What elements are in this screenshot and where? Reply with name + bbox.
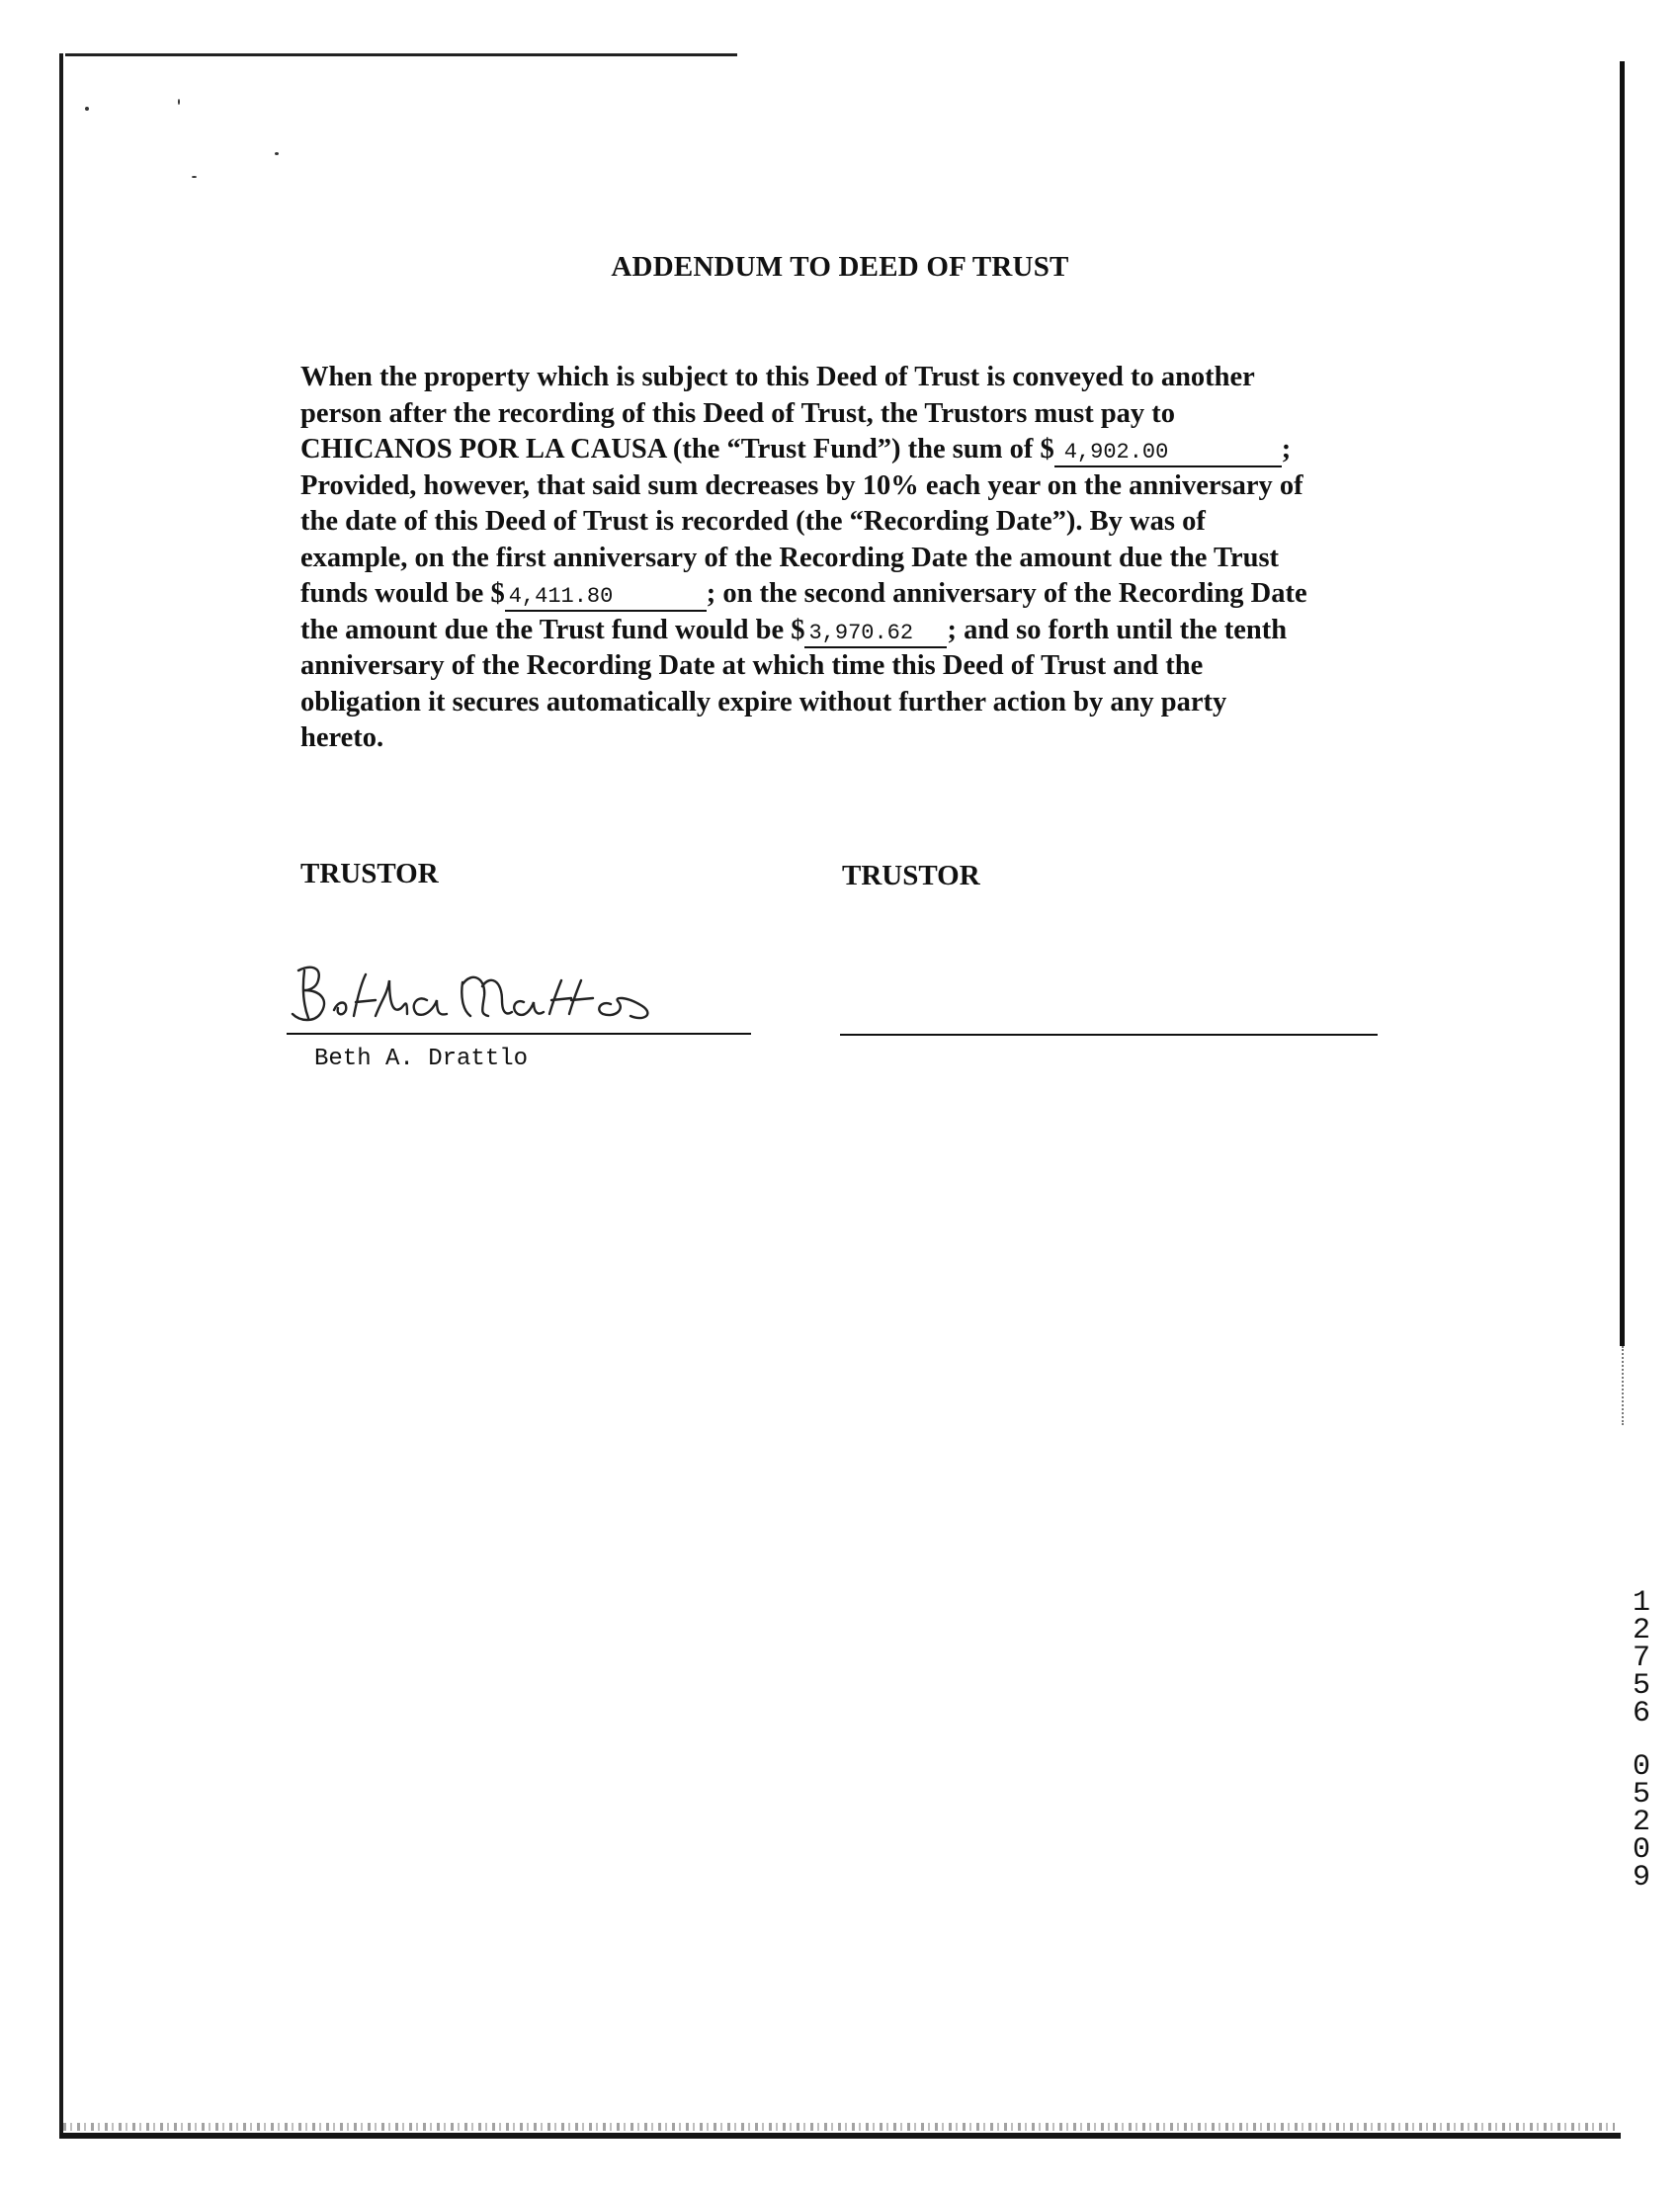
scan-border-left <box>59 53 63 2139</box>
paragraph-line: When the property which is subject to this Deed of Trust is conveyed to another <box>300 362 1255 392</box>
paragraph-line <box>300 432 1397 468</box>
doc-number-digit: 5 <box>1632 1669 1650 1703</box>
scan-noise-bottom <box>63 2123 1615 2131</box>
trustor-printed-name: Beth A. Drattlo <box>314 1046 529 1072</box>
doc-number-digit: 6 <box>1632 1697 1650 1730</box>
document-control-number <box>1627 1586 1656 1895</box>
scan-speck <box>85 107 89 111</box>
paragraph-line <box>300 613 1397 649</box>
scan-border-right-faint <box>1622 1346 1624 1425</box>
initial-sum-field: 4,902.00 <box>1054 440 1282 467</box>
doc-number-digit: 0 <box>1632 1750 1650 1784</box>
paragraph-line: example, on the first anniversary of the Recording Date the amount due the Trust <box>300 542 1280 573</box>
handwritten-signature <box>279 957 733 1036</box>
paragraph-line: Provided, however, that said sum decreases by 10% each year on the anniversary of <box>300 469 1303 501</box>
doc-number-digit: 7 <box>1632 1642 1650 1675</box>
addendum-paragraph <box>300 360 1397 757</box>
line-text: CHICANOS POR LA CAUSA (the “Trust Fund”) the sum of $ <box>300 434 1054 464</box>
second-anniversary-amount-field: 3,970.62 <box>804 621 947 648</box>
paragraph-line: the date of this Deed of Trust is recorded (the “Recording Date”). By was of <box>300 506 1206 537</box>
doc-number-digit: 2 <box>1632 1806 1650 1839</box>
doc-number-digit: 0 <box>1632 1833 1650 1867</box>
scan-speck <box>275 152 279 155</box>
line-text: ; on the second anniversary of the Recording Date <box>706 578 1307 609</box>
signature-line-right <box>840 1034 1378 1036</box>
paragraph-line <box>300 576 1397 613</box>
paragraph-line: anniversary of the Recording Date at which time this Deed of Trust and the <box>300 650 1204 681</box>
doc-number-digit: 5 <box>1632 1778 1650 1812</box>
line-text: ; <box>1281 434 1292 464</box>
paragraph-line: obligation it secures automatically expire without further action by any party <box>300 686 1227 717</box>
doc-number-digit: 9 <box>1632 1861 1650 1895</box>
paragraph-line: person after the recording of this Deed of Trust, the Trustors must pay to <box>300 397 1176 429</box>
scan-border-top <box>65 53 737 56</box>
line-text: ; and so forth until the tenth <box>947 614 1288 645</box>
scan-border-bottom <box>59 2133 1621 2139</box>
scan-speck <box>178 99 180 105</box>
document-title: ADDENDUM TO DEED OF TRUST <box>611 251 1069 283</box>
doc-number-digit: 1 <box>1632 1586 1650 1620</box>
signature-text: Beth a Drattlo <box>279 957 285 958</box>
trustor-label-left: TRUSTOR <box>300 858 439 889</box>
doc-number-digit: 2 <box>1632 1614 1650 1647</box>
line-text: funds would be $ <box>300 578 505 609</box>
scan-speck <box>192 176 197 178</box>
line-text: the amount due the Trust fund would be $ <box>300 614 805 645</box>
signature-line-left <box>287 1033 751 1035</box>
paragraph-line: hereto. <box>300 722 384 753</box>
trustor-label-right: TRUSTOR <box>842 860 980 891</box>
first-anniversary-amount-field: 4,411.80 <box>505 584 707 612</box>
